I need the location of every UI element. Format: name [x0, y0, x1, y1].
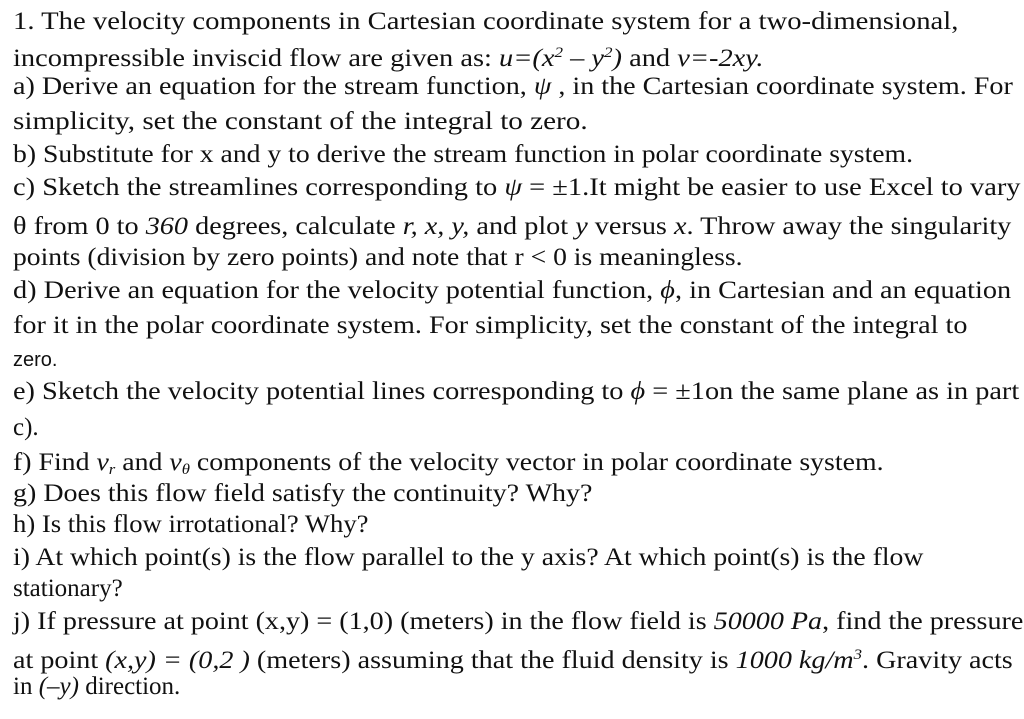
math-segment: x — [673, 213, 687, 240]
math-segment: ψ — [533, 73, 552, 100]
math-segment: 2 — [554, 45, 563, 61]
math-segment: r, x, y, — [402, 213, 470, 240]
text-segment: e) Sketch the velocity potential lines corresponding to — [13, 378, 631, 405]
text-segment: direction. — [78, 673, 181, 700]
text-line — [13, 38, 763, 74]
text-segment: , find the pressure — [822, 608, 1024, 635]
math-segment: ϕ — [630, 378, 646, 405]
text-segment: b) Substitute for x and y to derive the stream function in polar coordinate system. — [13, 141, 914, 168]
text-segment: . Throw away the singularity — [686, 213, 1012, 240]
text-line — [13, 140, 913, 170]
text-line — [13, 276, 1011, 306]
text-segment: = ±1.It might be easier to use Excel to vary — [522, 174, 1021, 201]
math-segment: v — [169, 449, 182, 476]
math-segment: r — [108, 462, 116, 478]
text-segment: g) Does this flow field satisfy the continuity? Why? — [13, 480, 593, 507]
text-line — [13, 7, 958, 37]
math-segment: – y — [562, 45, 605, 72]
text-line — [13, 672, 180, 702]
text-segment: and — [115, 449, 170, 476]
math-segment: 3 — [853, 647, 863, 663]
text-segment: h) Is this flow irrotational? Why? — [13, 511, 369, 538]
text-line — [13, 344, 57, 375]
text-segment: . Gravity acts — [862, 647, 1013, 674]
math-segment: y — [575, 213, 588, 240]
math-segment: 2 — [604, 45, 613, 61]
text-line — [13, 212, 1011, 242]
text-segment: and — [622, 45, 678, 72]
text-line — [13, 574, 123, 604]
text-segment: , in Cartesian and an equation — [674, 277, 1012, 304]
text-segment: θ from 0 to — [13, 213, 146, 240]
text-line — [13, 543, 923, 573]
text-segment: points (division by zero points) and note that r < 0 is meaningless. — [13, 244, 743, 271]
math-segment: 360 — [145, 213, 189, 240]
text-segment: f) Find — [13, 449, 97, 476]
math-segment: v — [96, 449, 109, 476]
text-line — [13, 107, 588, 137]
text-segment: degrees, calculate — [188, 213, 403, 240]
math-segment: θ — [181, 462, 190, 478]
text-line — [13, 607, 1023, 637]
math-segment: zero. — [13, 349, 58, 371]
math-segment: ϕ — [660, 277, 675, 304]
text-segment: = ±1on the same plane as in part — [645, 378, 1020, 405]
text-segment: in — [13, 673, 39, 700]
math-segment: ψ — [504, 174, 523, 201]
math-segment: u=(x — [499, 45, 555, 72]
text-segment: 1. The velocity components in Cartesian coordinate system for a two-dimensional, — [13, 8, 959, 35]
text-segment: c) Sketch the streamlines corresponding to — [13, 174, 505, 201]
text-line — [13, 377, 1019, 407]
text-line — [13, 510, 369, 540]
text-segment: for it in the polar coordinate system. For simplicity, set the constant of the integral to — [13, 312, 968, 339]
math-segment: ) — [612, 45, 623, 72]
math-segment: (–y) — [38, 673, 79, 700]
text-segment: , in the Cartesian coordinate system. For — [551, 73, 1013, 100]
text-line — [13, 173, 1021, 203]
text-segment: stationary? — [13, 575, 123, 602]
text-line — [13, 72, 1013, 102]
math-segment: (x,y) = (0,2 ) — [105, 647, 250, 674]
text-line — [13, 640, 1013, 676]
text-segment: components of the velocity vector in polar coordinate system. — [189, 449, 884, 476]
math-segment: 50000 Pa — [713, 608, 823, 635]
text-segment: (meters) assuming that the fluid density is — [249, 647, 736, 674]
text-line — [13, 413, 39, 443]
text-segment: d) Derive an equation for the velocity potential function, — [13, 277, 661, 304]
text-segment: simplicity, set the constant of the integral to zero. — [13, 108, 588, 135]
text-line — [13, 243, 742, 273]
math-segment: v=-2xy. — [677, 45, 764, 72]
text-segment: j) If pressure at point (x,y) = (1,0) (meters) in the flow field is — [13, 608, 714, 635]
text-segment: incompressible inviscid flow are given as: — [13, 45, 500, 72]
text-segment: at point — [13, 647, 106, 674]
text-segment: and plot — [469, 213, 576, 240]
text-line — [13, 311, 967, 341]
math-segment: 1000 kg/m — [735, 647, 854, 674]
text-segment: a) Derive an equation for the stream function, — [13, 73, 534, 100]
text-line — [13, 479, 592, 509]
text-segment: versus — [587, 213, 674, 240]
text-segment: c). — [13, 414, 39, 441]
text-segment: i) At which point(s) is the flow parallel to the y axis? At which point(s) is the flow — [13, 544, 924, 571]
